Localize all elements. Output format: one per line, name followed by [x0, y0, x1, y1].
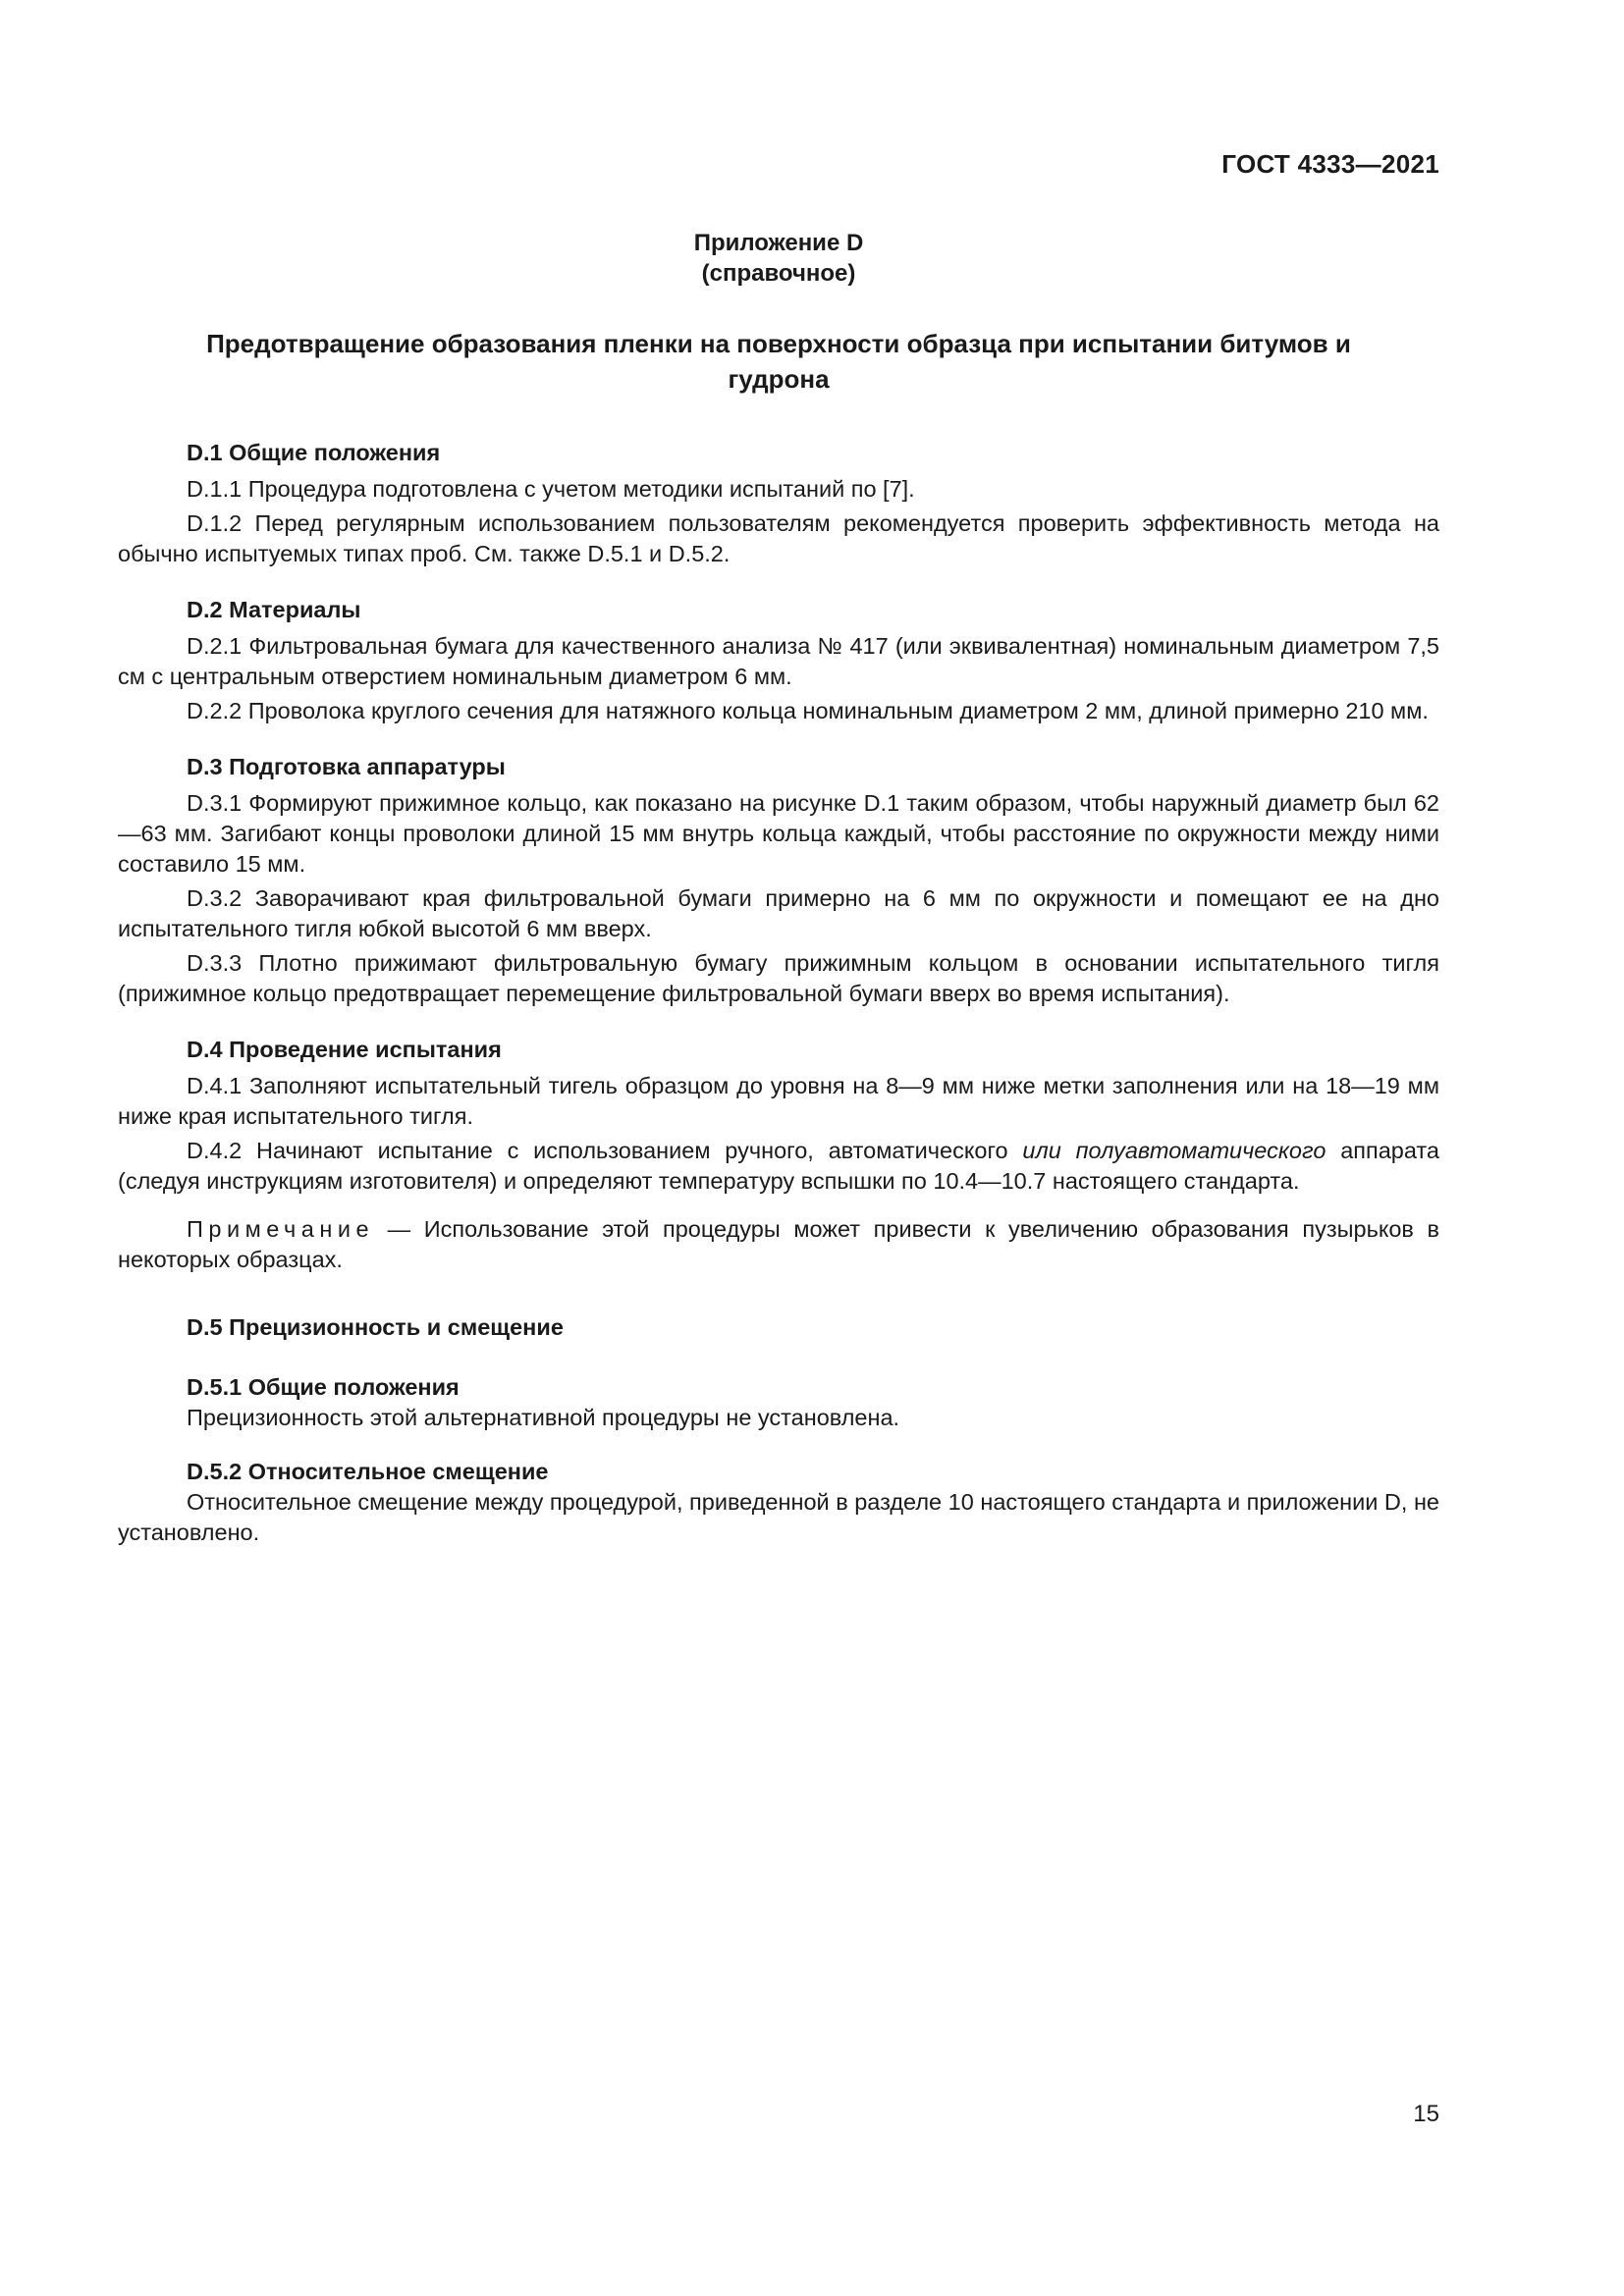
section-heading-d5: D.5 Прецизионность и смещение: [187, 1314, 564, 1340]
section-body-d4: [118, 1071, 1439, 1275]
paragraph-d4-2-end: аппарата (следуя инструкциям изготовителя) и определяют температуру вспышки по 10.4—10.7 настоящего стандарта.: [118, 1138, 1439, 1194]
note-text: — Использование этой процедуры может привести к увеличению образования пузырьков в некоторых образцах.: [118, 1216, 1439, 1272]
paragraph-d3-2: D.3.2 Заворачивают края фильтровальной бумаги примерно на 6 мм по окружности и помещают ее на дно испытательного тигля юбкой высотой 6 мм вверх.: [118, 885, 1439, 941]
paragraph-d4-2-start: D.4.2 Начинают испытание с использованием ручного, автоматического: [187, 1138, 1023, 1163]
section-body-d3: [118, 788, 1439, 1009]
paragraph-d2-1: D.2.1 Фильтровальная бумага для качественного анализа № 417 (или эквивалентная) номинальным диаметром 7,5 см с центральным отверстием номинальным диаметром 6 мм.: [118, 633, 1439, 689]
section-heading-d1: D.1 Общие положения: [187, 440, 441, 465]
paragraph-d2-2: D.2.2 Проволока круглого сечения для натяжного кольца номинальным диаметром 2 мм, длиной примерно 210 мм.: [187, 698, 1429, 723]
section-body-d2: [118, 631, 1439, 726]
paragraph-d5-2: Относительное смещение между процедурой, приведенной в разделе 10 настоящего стандарта и приложении D, не установлено.: [118, 1489, 1439, 1545]
paragraph-d1-2: D.1.2 Перед регулярным использованием пользователям рекомендуется проверить эффективность метода на обычно испытуемых типах проб. См. также D.5.1 и D.5.2.: [118, 510, 1439, 566]
paragraph-d1-1: D.1.1 Процедура подготовлена с учетом методики испытаний по [7].: [187, 476, 915, 502]
section-body-d1: [118, 474, 1439, 569]
paragraph-d4-2-italic: или полуавтоматического: [1022, 1138, 1326, 1163]
appendix-title: Приложение D: [693, 230, 864, 256]
paragraph-d4-1: D.4.1 Заполняют испытательный тигель образцом до уровня на 8—9 мм ниже метки заполнения или на 18—19 мм ниже края испытательного тигля.: [118, 1073, 1439, 1129]
main-title: Предотвращение образования пленки на поверхности образца при испытании битумов и гудрона: [206, 329, 1351, 394]
paragraph-d5-1: Прецизионность этой альтернативной процедуры не установлена.: [187, 1405, 900, 1430]
note-label: Примечание: [187, 1216, 375, 1242]
paragraph-d4-2: [118, 1136, 1439, 1197]
document-body: [118, 228, 1439, 1548]
page-number: 15: [1413, 2101, 1439, 2127]
note: [118, 1214, 1439, 1275]
appendix-subtitle: (справочное): [701, 260, 856, 287]
subsection-heading-d5-1: D.5.1 Общие положения: [187, 1374, 460, 1400]
section-heading-d4: D.4 Проведение испытания: [187, 1037, 502, 1062]
section-heading-d2: D.2 Материалы: [187, 597, 361, 622]
standard-code: ГОСТ 4333—2021: [1221, 149, 1439, 179]
subsection-heading-d5-2: D.5.2 Относительное смещение: [187, 1459, 549, 1484]
paragraph-d3-1: D.3.1 Формируют прижимное кольцо, как показано на рисунке D.1 таким образом, чтобы наружный диаметр был 62—63 мм. Загибают концы проволоки длиной 15 мм внутрь кольца каждый, чтобы расстояние по окружности между ними составило 15 мм.: [118, 790, 1439, 877]
paragraph-d3-3: D.3.3 Плотно прижимают фильтровальную бумагу прижимным кольцом в основании испытательного тигля (прижимное кольцо предотвращает перемещение фильтровальной бумаги вверх во время испытания).: [118, 950, 1439, 1006]
section-heading-d3: D.3 Подготовка аппаратуры: [187, 754, 506, 779]
